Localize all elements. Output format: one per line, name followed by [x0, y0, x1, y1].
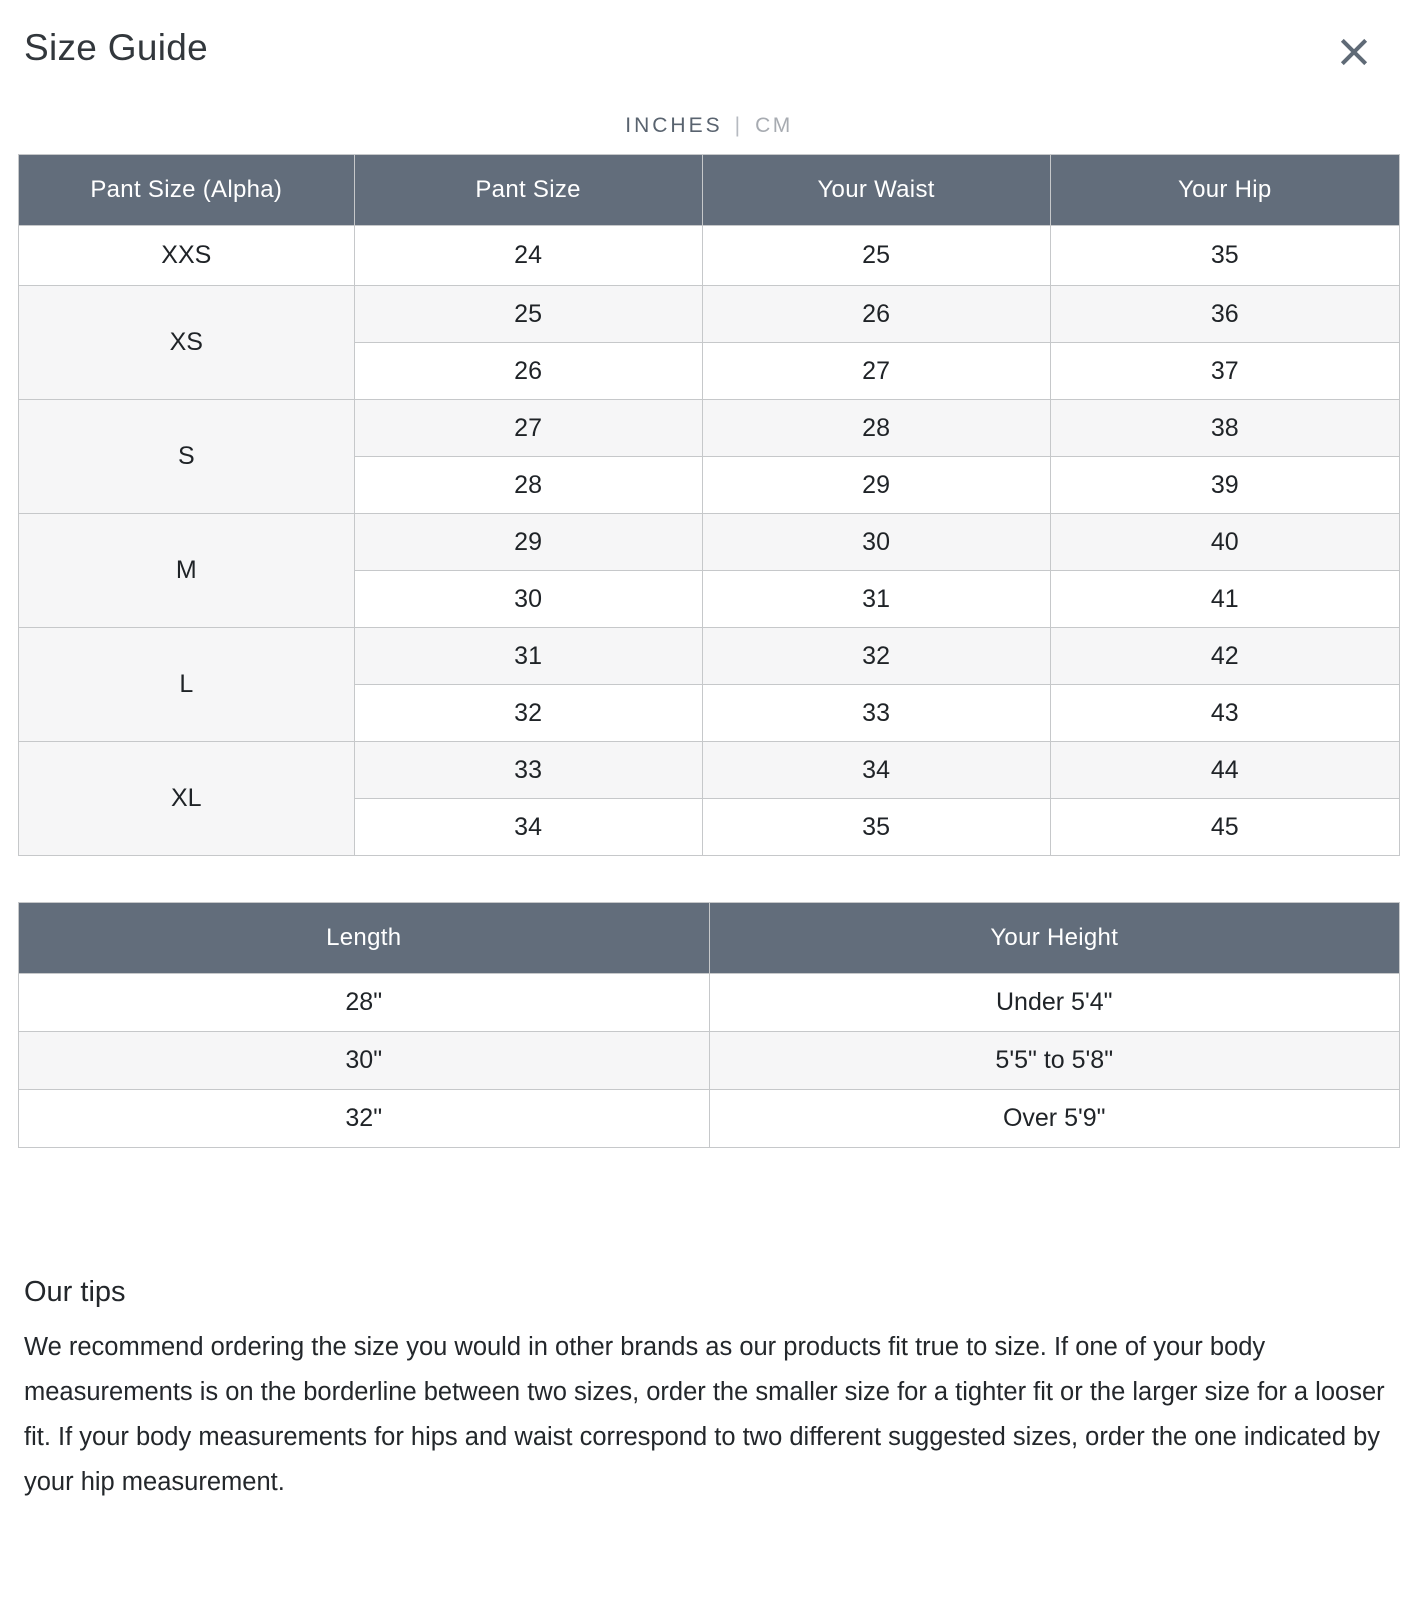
hip-cell: 43 — [1050, 685, 1399, 742]
column-header-pant-size: Pant Size — [354, 155, 702, 226]
length-cell: 32" — [19, 1090, 710, 1148]
column-header-length: Length — [19, 903, 710, 974]
table-row — [19, 1090, 1400, 1148]
column-header-your-height: Your Height — [709, 903, 1400, 974]
height-cell: Under 5'4" — [709, 974, 1400, 1032]
alpha-size-cell: S — [19, 400, 355, 514]
modal-header — [18, 26, 1400, 78]
hip-cell: 41 — [1050, 571, 1399, 628]
pant-size-cell: 27 — [354, 400, 702, 457]
unit-toggle — [18, 114, 1400, 138]
pant-size-cell: 29 — [354, 514, 702, 571]
table-row — [19, 514, 1400, 571]
table-row — [19, 226, 1400, 286]
hip-cell: 38 — [1050, 400, 1399, 457]
waist-cell: 35 — [702, 799, 1050, 856]
alpha-size-cell: XS — [19, 286, 355, 400]
waist-cell: 32 — [702, 628, 1050, 685]
hip-cell: 35 — [1050, 226, 1399, 286]
alpha-size-cell: XL — [19, 742, 355, 856]
hip-cell: 40 — [1050, 514, 1399, 571]
hip-cell: 39 — [1050, 457, 1399, 514]
tips-section — [18, 1276, 1400, 1505]
hip-cell: 37 — [1050, 343, 1399, 400]
alpha-size-cell: XXS — [19, 226, 355, 286]
waist-cell: 26 — [702, 286, 1050, 343]
pant-size-table — [18, 154, 1400, 856]
alpha-size-cell: M — [19, 514, 355, 628]
pant-size-cell: 34 — [354, 799, 702, 856]
page-title: Size Guide — [24, 27, 208, 68]
unit-option-cm[interactable]: CM — [755, 114, 793, 137]
pant-size-cell: 32 — [354, 685, 702, 742]
pant-size-cell: 26 — [354, 343, 702, 400]
column-header-your-waist: Your Waist — [702, 155, 1050, 226]
close-icon — [1334, 32, 1374, 72]
hip-cell: 44 — [1050, 742, 1399, 799]
waist-cell: 30 — [702, 514, 1050, 571]
height-cell: Over 5'9" — [709, 1090, 1400, 1148]
tips-body: We recommend ordering the size you would in other brands as our products fit true to size. If one of your body measurements is on the borderline between two sizes, order the smaller size for a tighter fit or the larger size for a looser fit. If your body measurements for hips and waist correspond to two different suggested sizes, order the one indicated by your hip measurement. — [24, 1333, 1385, 1496]
hip-cell: 36 — [1050, 286, 1399, 343]
column-header-your-hip: Your Hip — [1050, 155, 1399, 226]
waist-cell: 33 — [702, 685, 1050, 742]
table-row — [19, 974, 1400, 1032]
table-row — [19, 1032, 1400, 1090]
pant-size-cell: 24 — [354, 226, 702, 286]
pant-size-cell: 28 — [354, 457, 702, 514]
waist-cell: 29 — [702, 457, 1050, 514]
unit-option-inches[interactable]: INCHES — [625, 114, 723, 137]
height-cell: 5'5" to 5'8" — [709, 1032, 1400, 1090]
hip-cell: 45 — [1050, 799, 1399, 856]
pant-size-cell: 31 — [354, 628, 702, 685]
pant-size-cell: 25 — [354, 286, 702, 343]
table-row — [19, 628, 1400, 685]
pant-size-cell: 33 — [354, 742, 702, 799]
length-cell: 28" — [19, 974, 710, 1032]
unit-separator: | — [734, 114, 744, 137]
table-row — [19, 400, 1400, 457]
alpha-size-cell: L — [19, 628, 355, 742]
waist-cell: 28 — [702, 400, 1050, 457]
table-row — [19, 286, 1400, 343]
waist-cell: 25 — [702, 226, 1050, 286]
length-table-header-row — [19, 903, 1400, 974]
waist-cell: 31 — [702, 571, 1050, 628]
table-row — [19, 742, 1400, 799]
pant-size-table-header-row — [19, 155, 1400, 226]
waist-cell: 27 — [702, 343, 1050, 400]
hip-cell: 42 — [1050, 628, 1399, 685]
column-header-pant-size-alpha: Pant Size (Alpha) — [19, 155, 355, 226]
tips-heading: Our tips — [24, 1276, 126, 1308]
length-table — [18, 902, 1400, 1148]
pant-size-cell: 30 — [354, 571, 702, 628]
length-cell: 30" — [19, 1032, 710, 1090]
waist-cell: 34 — [702, 742, 1050, 799]
close-button[interactable] — [1328, 26, 1380, 78]
